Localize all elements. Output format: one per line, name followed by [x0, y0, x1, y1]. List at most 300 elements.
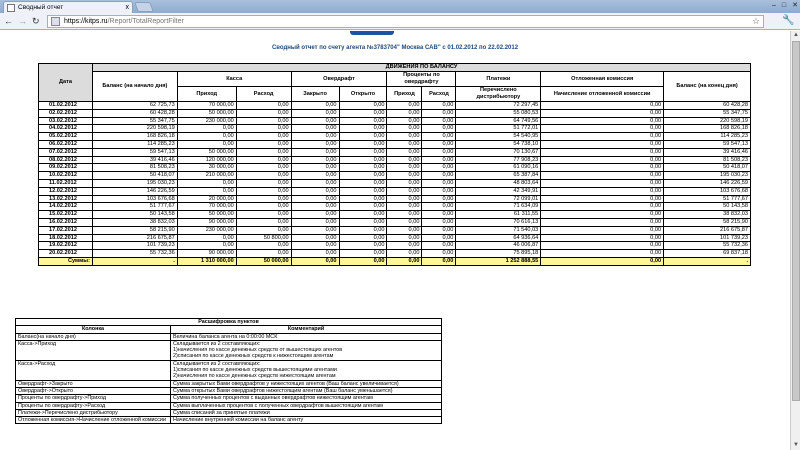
- row-value: 0,00: [422, 242, 456, 250]
- row-value: 146 226,59: [92, 187, 177, 195]
- scroll-up-icon[interactable]: ▲: [793, 32, 799, 38]
- row-value: 61 311,55: [456, 211, 541, 219]
- row-value: 51 772,01: [456, 125, 541, 133]
- row-value: 70 000,00: [177, 102, 236, 110]
- row-value: 0,00: [422, 203, 456, 211]
- row-value: 70 000,00: [177, 203, 236, 211]
- row-date: 20.02.2012: [39, 250, 93, 258]
- row-value: 0,00: [339, 140, 387, 148]
- table-row: [39, 195, 751, 203]
- row-value: 0,00: [422, 117, 456, 125]
- row-value: 0,00: [387, 117, 422, 125]
- row-value: 0,00: [291, 226, 339, 234]
- row-value: 0,00: [339, 102, 387, 110]
- row-value: 0,00: [541, 226, 664, 234]
- window-controls: [772, 0, 798, 12]
- row-value: 72 099,01: [456, 195, 541, 203]
- browser-tab[interactable]: [3, 1, 133, 13]
- row-value: 60 428,28: [664, 102, 751, 110]
- row-value: 0,00: [541, 203, 664, 211]
- row-value: 0,00: [291, 164, 339, 172]
- row-value: 0,00: [387, 172, 422, 180]
- sum-value: .: [92, 257, 177, 265]
- row-value: 0,00: [339, 250, 387, 258]
- row-value: 0,00: [422, 148, 456, 156]
- row-value: 51 777,67: [664, 195, 751, 203]
- row-value: 0,00: [422, 125, 456, 133]
- row-value: 0,00: [541, 102, 664, 110]
- row-value: 0,00: [236, 242, 291, 250]
- row-value: 58 215,90: [664, 218, 751, 226]
- header-expense: Расход: [236, 87, 291, 102]
- row-value: 0,00: [291, 179, 339, 187]
- row-value: 50 800,00: [236, 234, 291, 242]
- row-value: 0,00: [387, 203, 422, 211]
- tab-strip: [0, 0, 800, 13]
- row-value: 0,00: [236, 211, 291, 219]
- header-expense2: Расход: [422, 87, 456, 102]
- row-value: 69 837,18: [664, 250, 751, 258]
- minimize-icon[interactable]: –: [771, 2, 776, 9]
- legend-table-body: [16, 333, 442, 424]
- row-date: 09.02.2012: [39, 164, 93, 172]
- page-content: [0, 31, 790, 450]
- row-date: 02.02.2012: [39, 109, 93, 117]
- legend-column-name: Овердрафт->Открыто: [16, 387, 171, 394]
- row-value: 59 547,13: [664, 140, 751, 148]
- header-accrual: Начисление отложенной комиссии: [541, 87, 664, 102]
- row-value: 0,00: [291, 203, 339, 211]
- row-value: 0,00: [387, 156, 422, 164]
- legend-row: [16, 340, 442, 360]
- row-value: 0,00: [387, 140, 422, 148]
- row-value: 146 226,59: [664, 179, 751, 187]
- row-value: 71 634,09: [456, 203, 541, 211]
- header-transferred: Перечислено дистрибьютору: [456, 87, 541, 102]
- row-value: 0,00: [541, 117, 664, 125]
- table-row: [39, 164, 751, 172]
- header-date: Дата: [39, 64, 93, 102]
- scrollbar-thumb[interactable]: [792, 41, 800, 401]
- sum-value: 0,00: [422, 257, 456, 265]
- legend-comment: Складывается из 2 составляющих: 1)списания по кассе денежных средств вышестоящими агентами 2)начисления по кассе денежных средств нижестоящим агентам: [171, 360, 442, 380]
- legend-column-name: Проценты по овердрафту->Расход: [16, 402, 171, 409]
- row-value: 0,00: [387, 125, 422, 133]
- row-value: 0,00: [236, 109, 291, 117]
- row-value: 0,00: [422, 133, 456, 141]
- page-favicon-icon: [7, 4, 15, 12]
- legend-col-header-comment: Комментарий: [171, 326, 442, 333]
- legend-column-name: Баланс(на начало дня): [16, 333, 171, 340]
- row-value: 195 030,23: [664, 172, 751, 180]
- back-arrow-icon[interactable]: ←: [4, 16, 13, 26]
- row-value: 0,00: [541, 133, 664, 141]
- row-value: 0,00: [422, 109, 456, 117]
- row-value: 0,00: [422, 211, 456, 219]
- row-value: 101 739,23: [92, 242, 177, 250]
- legend-comment: Складывается из 2 составляющих: 1)начисления по кассе денежных средств от вышестоящих агентов 2)списания по кассе денежных средств к нижестоящим агентам: [171, 340, 442, 360]
- legend-column-name: Проценты по овердрафту->Приход: [16, 395, 171, 402]
- legend-comment: Сумма полученных процентов с выданных овердрафтов нижестоящим агентам: [171, 395, 442, 402]
- browser-toolbar: [0, 13, 800, 30]
- row-value: 0,00: [422, 140, 456, 148]
- row-value: 55 732,36: [664, 242, 751, 250]
- row-value: 0,00: [291, 187, 339, 195]
- row-value: 0,00: [387, 133, 422, 141]
- table-row: [39, 187, 751, 195]
- row-value: 0,00: [541, 179, 664, 187]
- sum-value: .: [664, 257, 751, 265]
- header-closed: Закрыто: [291, 87, 339, 102]
- row-value: 72 297,45: [456, 102, 541, 110]
- row-value: 58 215,90: [92, 226, 177, 234]
- row-date: 10.02.2012: [39, 172, 93, 180]
- row-date: 19.02.2012: [39, 242, 93, 250]
- table-row: [39, 117, 751, 125]
- row-value: 0,00: [422, 102, 456, 110]
- row-value: 0,00: [177, 140, 236, 148]
- legend-row: [16, 360, 442, 380]
- row-value: 0,00: [422, 179, 456, 187]
- row-value: 64 749,56: [456, 117, 541, 125]
- row-value: 0,00: [339, 117, 387, 125]
- row-date: 06.02.2012: [39, 140, 93, 148]
- row-value: 0,00: [339, 172, 387, 180]
- row-value: 0,00: [541, 218, 664, 226]
- table-row: [39, 125, 751, 133]
- legend-comment: Сумма открытых Вами овердрафтов нижестоящим агентам (Ваш баланс уменьшается): [171, 387, 442, 394]
- legend-column-name: Овердрафт->Закрыто: [16, 380, 171, 387]
- row-value: 0,00: [422, 250, 456, 258]
- row-value: 0,00: [236, 125, 291, 133]
- row-value: 195 030,23: [92, 179, 177, 187]
- row-date: 15.02.2012: [39, 211, 93, 219]
- table-row: [39, 218, 751, 226]
- row-value: 230 000,00: [177, 226, 236, 234]
- row-value: 0,00: [541, 156, 664, 164]
- header-opened: Открыто: [339, 87, 387, 102]
- row-value: 0,00: [236, 179, 291, 187]
- row-value: 0,00: [387, 242, 422, 250]
- row-value: 0,00: [339, 242, 387, 250]
- row-value: 120 000,00: [177, 156, 236, 164]
- url-path: /Report/TotalReportFilter: [107, 18, 184, 25]
- row-value: 55 732,36: [92, 250, 177, 258]
- page-icon: [51, 17, 60, 26]
- header-income: Приход: [177, 87, 236, 102]
- table-row: [39, 211, 751, 219]
- row-value: 50 418,07: [664, 164, 751, 172]
- row-value: 0,00: [291, 242, 339, 250]
- new-tab-button[interactable]: [134, 2, 154, 12]
- row-value: 0,00: [236, 218, 291, 226]
- table-row: [39, 109, 751, 117]
- row-value: 0,00: [236, 117, 291, 125]
- row-value: 0,00: [387, 211, 422, 219]
- row-value: 50 143,58: [92, 211, 177, 219]
- row-value: 81 508,23: [92, 164, 177, 172]
- legend-comment: Сумма списаний за принятые платежи: [171, 409, 442, 416]
- row-value: 0,00: [339, 234, 387, 242]
- maximize-icon[interactable]: □: [781, 2, 787, 9]
- row-value: 103 676,68: [92, 195, 177, 203]
- row-value: 0,00: [541, 148, 664, 156]
- row-value: 77 908,23: [456, 156, 541, 164]
- table-row: [39, 140, 751, 148]
- table-row: [39, 250, 751, 258]
- row-value: 0,00: [541, 140, 664, 148]
- row-value: 65 387,84: [456, 172, 541, 180]
- row-value: 0,00: [387, 179, 422, 187]
- header-kassa: Касса: [177, 72, 291, 87]
- row-date: 14.02.2012: [39, 203, 93, 211]
- sum-label: Суммы:: [39, 257, 93, 265]
- row-value: 0,00: [541, 195, 664, 203]
- report-title: Сводный отчет по счету агента №3783704" Москва САВ" с 01.02.2012 по 22.02.2012: [271, 45, 519, 51]
- tab-close-icon[interactable]: x: [125, 4, 129, 11]
- row-value: 0,00: [236, 250, 291, 258]
- row-value: 0,00: [236, 172, 291, 180]
- row-value: 0,00: [291, 211, 339, 219]
- row-value: 0,00: [236, 164, 291, 172]
- row-value: 39 416,46: [92, 156, 177, 164]
- row-value: 0,00: [291, 102, 339, 110]
- row-value: 0,00: [177, 242, 236, 250]
- row-value: 0,00: [422, 218, 456, 226]
- row-value: 0,00: [339, 195, 387, 203]
- url-host: https://kitps.ru: [64, 18, 108, 25]
- row-value: 30 000,00: [177, 164, 236, 172]
- row-value: 71 540,03: [456, 226, 541, 234]
- row-value: 75 895,18: [456, 250, 541, 258]
- row-value: 42 349,91: [456, 187, 541, 195]
- legend-column-name: Касса->Приход: [16, 340, 171, 360]
- row-value: 0,00: [236, 203, 291, 211]
- row-value: 46 006,87: [456, 242, 541, 250]
- row-value: 0,00: [291, 140, 339, 148]
- row-value: 54 540,95: [456, 133, 541, 141]
- legend-row: [16, 387, 442, 394]
- header-movements: ДВИЖЕНИЯ ПО БАЛАНСУ: [92, 64, 750, 72]
- row-value: 0,00: [236, 195, 291, 203]
- legend-column-name: Отложенная комиссия->Начисление отложенной комиссии: [16, 417, 171, 424]
- row-value: 50 143,58: [664, 203, 751, 211]
- row-value: 0,00: [422, 187, 456, 195]
- header-balance-end: Баланс (на конец дня): [664, 72, 751, 102]
- row-value: 70 616,13: [456, 218, 541, 226]
- row-value: 0,00: [291, 125, 339, 133]
- row-value: 168 826,18: [92, 133, 177, 141]
- row-value: 0,00: [541, 250, 664, 258]
- row-value: 60 428,28: [92, 109, 177, 117]
- row-value: 0,00: [291, 109, 339, 117]
- row-value: 0,00: [291, 218, 339, 226]
- row-value: 0,00: [236, 148, 291, 156]
- table-row: [39, 156, 751, 164]
- row-value: 0,00: [541, 211, 664, 219]
- row-value: 0,00: [387, 109, 422, 117]
- row-value: 0,00: [291, 148, 339, 156]
- row-value: 0,00: [339, 226, 387, 234]
- row-value: 90 000,00: [177, 250, 236, 258]
- row-value: 50 418,07: [92, 172, 177, 180]
- row-value: 59 547,13: [92, 148, 177, 156]
- row-value: 0,00: [541, 172, 664, 180]
- row-value: 61 090,16: [456, 164, 541, 172]
- balance-table-body: [39, 102, 751, 266]
- row-value: 0,00: [422, 172, 456, 180]
- row-value: 0,00: [387, 164, 422, 172]
- row-value: 50 000,00: [177, 109, 236, 117]
- table-row: [39, 133, 751, 141]
- row-date: 08.02.2012: [39, 156, 93, 164]
- row-date: 16.02.2012: [39, 218, 93, 226]
- row-value: 0,00: [541, 242, 664, 250]
- forward-arrow-icon[interactable]: →: [18, 16, 27, 26]
- legend-title: Расшифровка пунктов: [16, 319, 442, 326]
- row-value: 0,00: [387, 234, 422, 242]
- row-value: 0,00: [177, 125, 236, 133]
- row-value: 0,00: [339, 203, 387, 211]
- row-value: 0,00: [236, 187, 291, 195]
- table-row: [39, 203, 751, 211]
- row-value: 0,00: [177, 187, 236, 195]
- legend-row: [16, 395, 442, 402]
- row-value: 0,00: [387, 218, 422, 226]
- row-value: 48 803,64: [456, 179, 541, 187]
- row-value: 0,00: [422, 234, 456, 242]
- row-value: 55 347,75: [664, 109, 751, 117]
- close-window-icon[interactable]: ✕: [792, 2, 798, 9]
- row-value: 0,00: [387, 250, 422, 258]
- row-value: 0,00: [291, 172, 339, 180]
- address-bar[interactable]: [47, 15, 764, 28]
- row-value: 0,00: [387, 102, 422, 110]
- row-value: 51 777,67: [92, 203, 177, 211]
- header-overdraft: Овердрафт: [291, 72, 387, 87]
- row-value: 0,00: [387, 187, 422, 195]
- row-value: 0,00: [177, 179, 236, 187]
- row-value: 0,00: [387, 148, 422, 156]
- row-value: 0,00: [387, 226, 422, 234]
- row-value: 0,00: [339, 156, 387, 164]
- legend-comment: Величина баланса агента на 0:00:00 МСК: [171, 333, 442, 340]
- row-value: 0,00: [291, 117, 339, 125]
- row-value: 0,00: [236, 156, 291, 164]
- row-value: 0,00: [541, 234, 664, 242]
- row-value: 0,00: [291, 234, 339, 242]
- row-value: 70 130,67: [456, 148, 541, 156]
- wrench-menu-icon[interactable]: 🔧: [782, 15, 795, 26]
- row-value: 0,00: [291, 250, 339, 258]
- row-value: 38 832,03: [664, 211, 751, 219]
- row-value: 0,00: [236, 226, 291, 234]
- header-deferred-commission: Отложенная комиссия: [541, 72, 664, 87]
- row-value: 54 738,10: [456, 140, 541, 148]
- row-value: 0,00: [291, 156, 339, 164]
- bookmark-star-icon[interactable]: ☆: [751, 16, 760, 26]
- row-value: 39 416,46: [664, 148, 751, 156]
- sum-value: 0,00: [387, 257, 422, 265]
- row-value: 0,00: [339, 211, 387, 219]
- vertical-scrollbar[interactable]: [790, 31, 800, 450]
- row-value: 0,00: [339, 133, 387, 141]
- header-balance-start: Баланс (на начало дня): [92, 72, 177, 102]
- sum-value: 50 000,00: [236, 257, 291, 265]
- sum-value: 0,00: [339, 257, 387, 265]
- legend-row: [16, 333, 442, 340]
- row-value: 0,00: [236, 140, 291, 148]
- row-value: 0,00: [177, 234, 236, 242]
- legend-column-name: Касса->Расход: [16, 360, 171, 380]
- sum-row: [39, 257, 751, 265]
- row-value: 0,00: [291, 133, 339, 141]
- sum-value: 1 252 888,55: [456, 257, 541, 265]
- row-date: 18.02.2012: [39, 234, 93, 242]
- row-value: 0,00: [541, 109, 664, 117]
- row-value: 0,00: [422, 156, 456, 164]
- table-row: [39, 172, 751, 180]
- legend-row: [16, 417, 442, 424]
- row-value: 90 000,00: [177, 218, 236, 226]
- row-value: 0,00: [291, 195, 339, 203]
- row-value: 220 598,19: [664, 117, 751, 125]
- row-value: 0,00: [422, 226, 456, 234]
- row-value: 50 000,00: [177, 148, 236, 156]
- row-value: 62 725,73: [92, 102, 177, 110]
- row-value: 0,00: [339, 187, 387, 195]
- row-value: 220 598,19: [92, 125, 177, 133]
- table-row: [39, 102, 751, 110]
- row-value: 0,00: [339, 109, 387, 117]
- row-date: 01.02.2012: [39, 102, 93, 110]
- legend-row: [16, 409, 442, 416]
- row-value: 101 739,23: [664, 234, 751, 242]
- row-date: 07.02.2012: [39, 148, 93, 156]
- header-overdraft-interest: Проценты по овердрафту: [387, 72, 456, 87]
- row-value: 0,00: [541, 187, 664, 195]
- row-date: 04.02.2012: [39, 125, 93, 133]
- row-value: 216 675,87: [664, 226, 751, 234]
- legend-column-name: Платежи->Перечислено дистрибьютору: [16, 409, 171, 416]
- row-value: 0,00: [339, 148, 387, 156]
- table-row: [39, 226, 751, 234]
- legend-comment: Сумма выплаченных процентов с полученных овердрафтов вышестоящим агентам: [171, 402, 442, 409]
- table-row: [39, 234, 751, 242]
- header-income2: Приход: [387, 87, 422, 102]
- row-value: 20 000,00: [177, 195, 236, 203]
- legend-col-header-column: Колонка: [16, 326, 171, 333]
- tab-title: Сводный отчет: [18, 4, 64, 11]
- reload-icon[interactable]: ↻: [32, 16, 40, 26]
- top-button-fragment[interactable]: [350, 31, 394, 35]
- row-value: 210 000,00: [177, 172, 236, 180]
- row-value: 81 508,23: [664, 156, 751, 164]
- row-value: 168 826,18: [664, 125, 751, 133]
- row-value: 0,00: [422, 164, 456, 172]
- row-value: 230 000,00: [177, 117, 236, 125]
- row-date: 12.02.2012: [39, 187, 93, 195]
- row-value: 38 832,03: [92, 218, 177, 226]
- row-value: 0,00: [422, 195, 456, 203]
- row-value: 0,00: [177, 133, 236, 141]
- row-value: 0,00: [339, 179, 387, 187]
- row-value: 0,00: [541, 164, 664, 172]
- row-value: 103 676,68: [664, 187, 751, 195]
- sum-value: 1 310 000,00: [177, 257, 236, 265]
- row-value: 0,00: [339, 164, 387, 172]
- scroll-down-icon[interactable]: ▼: [793, 442, 799, 448]
